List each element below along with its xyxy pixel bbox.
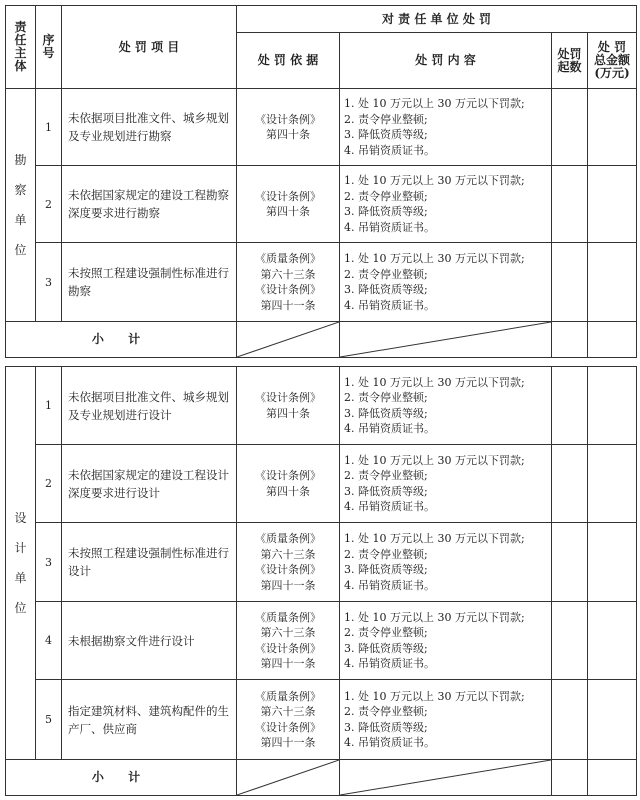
row-content: 1. 处 10 万元以上 30 万元以下罚款; 2. 责令停业整顿; 3. 降低资质等级; 4. 吊销资质证书。: [340, 680, 552, 760]
diagonal-cell: [340, 760, 552, 796]
subtotal-total-amount[interactable]: [588, 322, 637, 358]
row-basis: 《质量条例》 第六十三条 《设计条例》 第四十一条: [237, 680, 340, 760]
row-total-amount[interactable]: [588, 523, 637, 602]
header-seq: 序 号: [36, 6, 62, 89]
row-total-amount[interactable]: [588, 367, 637, 445]
row-content: 1. 处 10 万元以上 30 万元以下罚款; 2. 责令停业整顿; 3. 降低资质等级; 4. 吊销资质证书。: [340, 89, 552, 166]
unit-label: 设 计 单 位: [6, 367, 36, 760]
row-seq: 5: [36, 680, 62, 760]
row-content: 1. 处 10 万元以上 30 万元以下罚款; 2. 责令停业整顿; 3. 降低资质等级; 4. 吊销资质证书。: [340, 445, 552, 523]
row-project: 未按照工程建设强制性标准进行设计: [62, 523, 237, 602]
subtotal-start-amount[interactable]: [552, 760, 588, 796]
row-start-amount[interactable]: [552, 602, 588, 680]
header-project: 处 罚 项 目: [62, 6, 237, 89]
row-project: 未依据国家规定的建设工程勘察深度要求进行勘察: [62, 166, 237, 243]
diagonal-cell: [237, 322, 340, 358]
subtotal-total-amount[interactable]: [588, 760, 637, 796]
row-basis: 《质量条例》 第六十三条 《设计条例》 第四十一条: [237, 243, 340, 322]
row-total-amount[interactable]: [588, 602, 637, 680]
row-seq: 1: [36, 89, 62, 166]
diagonal-cell: [340, 322, 552, 358]
row-project: 未依据项目批准文件、城乡规划及专业规划进行设计: [62, 367, 237, 445]
row-start-amount[interactable]: [552, 89, 588, 166]
row-project: 指定建筑材料、建筑构配件的生产厂、供应商: [62, 680, 237, 760]
table-row: [6, 680, 637, 760]
row-basis: 《设计条例》 第四十条: [237, 166, 340, 243]
row-basis: 《设计条例》 第四十条: [237, 367, 340, 445]
row-start-amount[interactable]: [552, 367, 588, 445]
row-seq: 3: [36, 243, 62, 322]
row-content: 1. 处 10 万元以上 30 万元以下罚款; 2. 责令停业整顿; 3. 降低资质等级; 4. 吊销资质证书。: [340, 367, 552, 445]
row-content: 1. 处 10 万元以上 30 万元以下罚款; 2. 责令停业整顿; 3. 降低资质等级; 4. 吊销资质证书。: [340, 523, 552, 602]
subtotal-row: [6, 760, 637, 796]
row-total-amount[interactable]: [588, 243, 637, 322]
header-subject: 责 任 主 体: [6, 6, 36, 89]
subtotal-row: [6, 322, 637, 358]
table-row: [6, 89, 637, 166]
subtotal-label: 小 计: [6, 760, 237, 796]
row-project: 未根据勘察文件进行设计: [62, 602, 237, 680]
row-seq: 1: [36, 367, 62, 445]
row-basis: 《设计条例》 第四十条: [237, 445, 340, 523]
row-seq: 3: [36, 523, 62, 602]
header-content: 处 罚 内 容: [340, 33, 552, 89]
row-start-amount[interactable]: [552, 243, 588, 322]
diagonal-cell: [237, 760, 340, 796]
row-seq: 2: [36, 166, 62, 243]
row-seq: 4: [36, 602, 62, 680]
row-basis: 《设计条例》 第四十条: [237, 89, 340, 166]
survey-unit-table: [5, 5, 637, 358]
row-basis: 《质量条例》 第六十三条 《设计条例》 第四十一条: [237, 523, 340, 602]
row-start-amount[interactable]: [552, 680, 588, 760]
subtotal-label: 小 计: [6, 322, 237, 358]
table-row: [6, 523, 637, 602]
subtotal-start-amount[interactable]: [552, 322, 588, 358]
table-row: [6, 243, 637, 322]
row-project: 未依据国家规定的建设工程设计深度要求进行设计: [62, 445, 237, 523]
header-basis: 处 罚 依 据: [237, 33, 340, 89]
design-unit-table: [5, 366, 637, 796]
row-total-amount[interactable]: [588, 680, 637, 760]
row-start-amount[interactable]: [552, 445, 588, 523]
header-penalty-group: 对 责 任 单 位 处 罚: [237, 6, 637, 33]
row-project: 未依据项目批准文件、城乡规划及专业规划进行勘察: [62, 89, 237, 166]
table-row: [6, 445, 637, 523]
row-basis: 《质量条例》 第六十三条 《设计条例》 第四十一条: [237, 602, 340, 680]
row-total-amount[interactable]: [588, 166, 637, 243]
header-start-amount: 处罚 起数: [552, 33, 588, 89]
table-row: [6, 166, 637, 243]
row-seq: 2: [36, 445, 62, 523]
row-total-amount[interactable]: [588, 445, 637, 523]
header-total-amount: 处 罚 总金额 (万元): [588, 33, 637, 89]
row-project: 未按照工程建设强制性标准进行勘察: [62, 243, 237, 322]
row-content: 1. 处 10 万元以上 30 万元以下罚款; 2. 责令停业整顿; 3. 降低资质等级; 4. 吊销资质证书。: [340, 166, 552, 243]
row-content: 1. 处 10 万元以上 30 万元以下罚款; 2. 责令停业整顿; 3. 降低资质等级; 4. 吊销资质证书。: [340, 602, 552, 680]
row-total-amount[interactable]: [588, 89, 637, 166]
table-row: [6, 602, 637, 680]
unit-label: 勘 察 单 位: [6, 89, 36, 322]
row-start-amount[interactable]: [552, 523, 588, 602]
table-row: [6, 367, 637, 445]
row-content: 1. 处 10 万元以上 30 万元以下罚款; 2. 责令停业整顿; 3. 降低资质等级; 4. 吊销资质证书。: [340, 243, 552, 322]
row-start-amount[interactable]: [552, 166, 588, 243]
